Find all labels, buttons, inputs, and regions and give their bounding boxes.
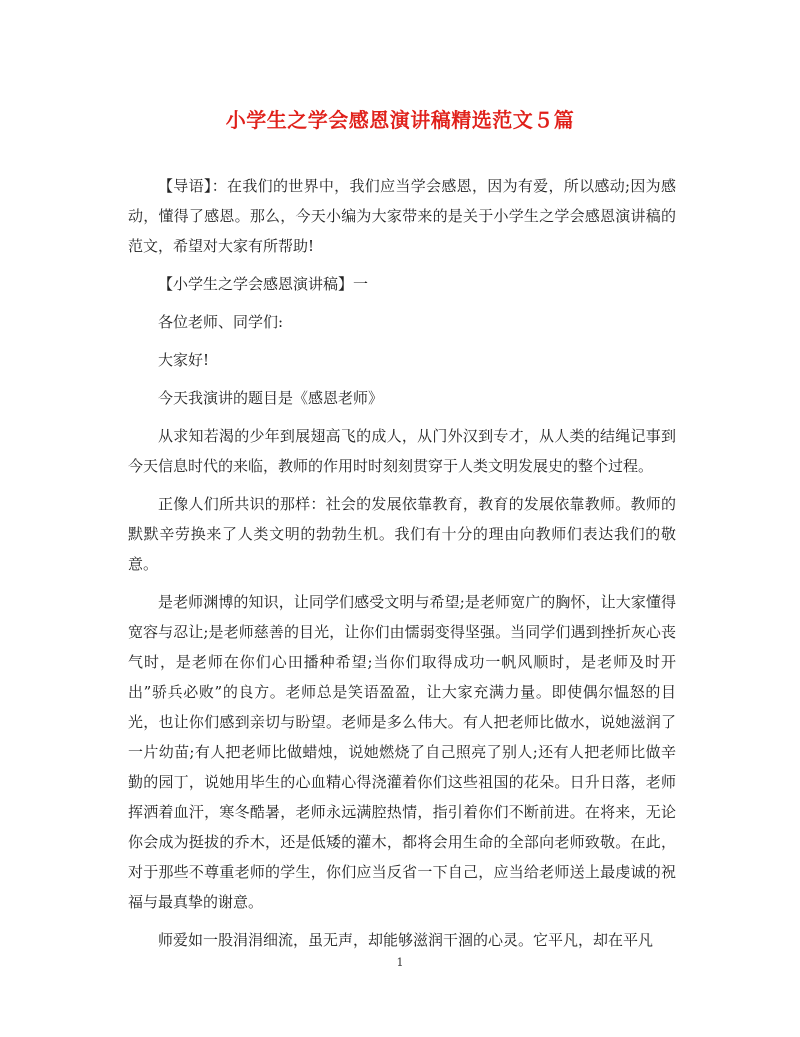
paragraph-intro: 【导语】：在我们的世界中，我们应当学会感恩，因为有爱，所以感动;因为感动，懂得了感恩。那么，今天小编为大家带来的是关于小学生之学会感恩演讲稿的范文，希望对大家有所帮助!	[128, 177, 676, 255]
paragraph-section-heading: 【小学生之学会感恩演讲稿】一	[158, 275, 369, 293]
document-title: 小学生之学会感恩演讲稿精选范文５篇	[225, 108, 575, 132]
document-body	[128, 171, 676, 963]
paragraph-body: 是老师渊博的知识，让同学们感受文明与希望;是老师宽广的胸怀，让大家懂得宽容与忍让;是老师慈善的目光，让你们由懦弱变得坚强。当同学们遇到挫折灰心丧气时，是老师在你们心田播种希望;当你们取得成功一帆风顺时，是老师及时开出”骄兵必败”的良方。老师总是笑语盈盈，让大家充满力量。即使偶尔愠怒的目光，也让你们感到亲切与盼望。老师是多么伟大。有人把老师比做水，说她滋润了一片幼苗;有人把老师比做蜡烛，说她燃烧了自己照亮了别人;还有人把老师比做辛勤的园丁，说她用毕生的心血精心得浇灌着你们这些祖国的花朵。日升日落，老师挥洒着血汗，寒冬酷暑，老师永远满腔热情，指引着你们不断前进。在将来，无论你会成为挺拔的乔木，还是低矮的灌木，都将会用生命的全部向老师致敬。在此，对于那些不尊重老师的学生，你们应当反省一下自己，应当给老师送上最虔诚的祝福与最真挚的谢意。	[128, 593, 676, 911]
paragraph-body: 从求知若渴的少年到展翅高飞的成人，从门外汉到专才，从人类的结绳记事到今天信息时代的来临，教师的作用时时刻刻贯穿于人类文明发展史的整个过程。	[128, 427, 676, 475]
page-number: 1	[396, 956, 404, 969]
paragraph-body: 正像人们所共识的那样：社会的发展依靠教育，教育的发展依靠教师。教师的默默辛劳换来了人类文明的勃勃生机。我们有十分的理由向教师们表达我们的敬意。	[128, 495, 676, 573]
paragraph-salutation: 各位老师、同学们:	[158, 313, 284, 331]
paragraph-greeting: 大家好!	[158, 351, 210, 369]
paragraph-body: 师爱如一股涓涓细流，虽无声，却能够滋润干涸的心灵。它平凡，却在平凡	[158, 931, 654, 949]
paragraph-topic: 今天我演讲的题目是《感恩老师》	[158, 389, 384, 407]
